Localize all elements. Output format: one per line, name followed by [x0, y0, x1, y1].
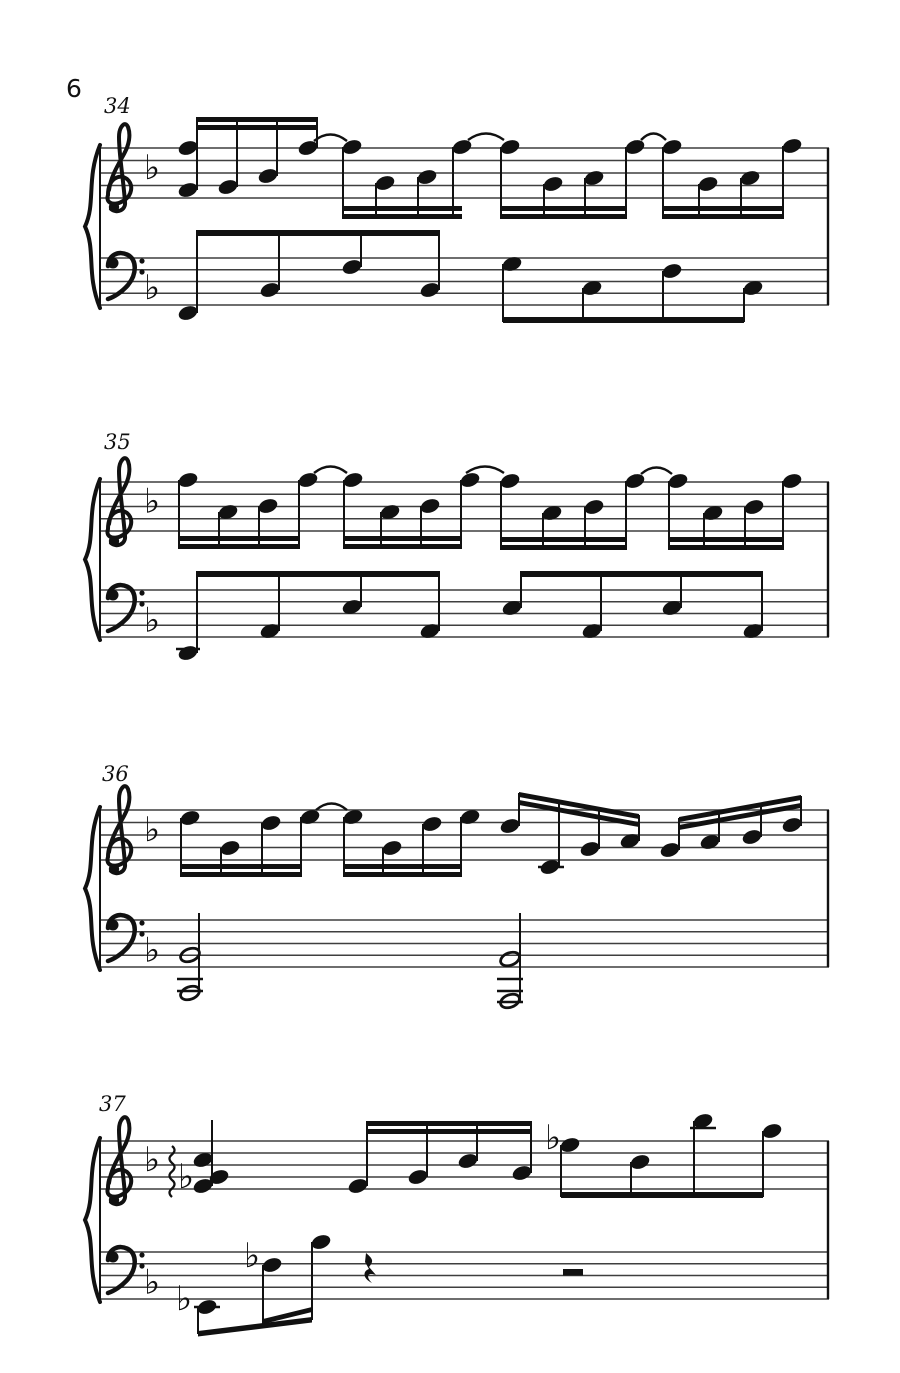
beam	[343, 214, 462, 219]
bass-clef-icon	[108, 1247, 145, 1293]
notehead	[459, 471, 482, 490]
notehead	[781, 816, 804, 835]
system-brace	[85, 807, 100, 970]
system-brace	[85, 1138, 100, 1302]
beam	[501, 537, 626, 542]
notehead	[381, 839, 404, 858]
beam	[503, 317, 744, 323]
beam	[367, 1121, 531, 1126]
quarter-rest	[364, 1253, 376, 1283]
key-signature-flat: ♭	[143, 481, 161, 522]
system-brace	[85, 145, 100, 308]
beam	[344, 872, 461, 877]
notehead	[624, 138, 647, 157]
treble-clef-icon	[107, 458, 131, 546]
notehead	[697, 175, 720, 194]
notehead	[583, 169, 606, 188]
notehead	[310, 1233, 333, 1252]
beam	[198, 1317, 312, 1337]
bass-clef-icon	[108, 253, 145, 299]
notehead	[347, 1177, 370, 1196]
notehead	[407, 1168, 430, 1187]
notehead	[743, 498, 766, 517]
notehead	[667, 472, 690, 491]
beam	[663, 214, 783, 219]
beam	[501, 214, 626, 219]
beam	[197, 571, 439, 577]
notehead	[177, 304, 200, 323]
notehead	[451, 138, 474, 157]
accidental-flat: ♭	[544, 1118, 562, 1158]
beam	[501, 206, 626, 211]
key-signature-flat: ♭	[143, 930, 161, 971]
notehead	[196, 1298, 219, 1317]
notehead	[416, 168, 439, 187]
measure-number: 34	[104, 94, 131, 118]
beam	[179, 536, 299, 541]
beam	[181, 872, 301, 877]
treble-clef-icon	[107, 1117, 131, 1205]
notehead	[661, 138, 684, 157]
beam	[197, 117, 318, 122]
notehead	[583, 498, 606, 517]
notehead	[781, 472, 804, 491]
key-signature-flat: ♭	[143, 600, 161, 641]
measure-number: 37	[99, 1092, 126, 1116]
notehead	[177, 139, 200, 158]
key-signature-flat: ♭	[143, 810, 161, 850]
notehead	[341, 258, 364, 277]
beam	[344, 544, 461, 549]
accidental-flat: ♭	[175, 1279, 193, 1319]
accidental-flat: ♭	[177, 1157, 195, 1197]
beam	[669, 537, 783, 542]
notehead	[342, 471, 365, 490]
notehead	[261, 1256, 284, 1275]
notehead	[219, 839, 242, 858]
measure-number: 36	[102, 762, 129, 786]
notehead	[761, 1122, 784, 1141]
notehead	[457, 1152, 480, 1171]
notehead	[257, 167, 280, 186]
beam	[344, 864, 461, 869]
notehead	[559, 1136, 582, 1155]
notehead	[421, 815, 444, 834]
notehead	[661, 262, 684, 281]
notehead	[179, 809, 202, 828]
key-signature-flat: ♭	[143, 148, 161, 188]
notehead	[419, 497, 442, 516]
notehead	[217, 178, 240, 197]
bass-clef-icon	[108, 585, 145, 631]
notehead	[781, 137, 804, 156]
treble-clef-icon	[107, 124, 131, 212]
tie	[468, 134, 504, 141]
notehead	[579, 840, 602, 859]
accidental-flat: ♭	[243, 1236, 261, 1276]
tie	[316, 804, 347, 811]
treble-clef-icon	[107, 786, 131, 874]
page-number: 6	[66, 74, 82, 103]
notehead	[741, 828, 764, 847]
notehead	[177, 644, 200, 663]
beam	[501, 545, 626, 550]
notehead	[260, 814, 283, 833]
tie	[466, 467, 504, 474]
measure-number: 35	[104, 430, 131, 454]
notehead	[499, 817, 522, 836]
notehead	[739, 169, 762, 188]
beam	[197, 125, 318, 130]
notehead	[297, 139, 320, 158]
notehead	[177, 471, 200, 490]
notehead	[177, 181, 200, 200]
notehead	[629, 1153, 652, 1172]
beam	[344, 536, 461, 541]
tie	[314, 135, 347, 142]
tie	[641, 468, 672, 475]
key-signature-flat: ♭	[143, 1140, 161, 1180]
notehead	[499, 950, 522, 969]
notehead	[419, 281, 442, 300]
beam	[367, 1129, 531, 1134]
bass-clef-icon	[108, 915, 145, 961]
key-signature-flat: ♭	[143, 268, 161, 308]
beam	[179, 544, 299, 549]
beam	[561, 1192, 763, 1198]
notehead	[624, 472, 647, 491]
notehead	[179, 984, 202, 1003]
notehead	[341, 138, 364, 157]
system-measure-34	[85, 94, 829, 323]
beam	[669, 545, 783, 550]
system-brace	[85, 479, 100, 640]
beam	[197, 230, 439, 236]
notehead	[499, 138, 522, 157]
notehead	[257, 497, 280, 516]
system-measure-36	[85, 762, 829, 1010]
notehead	[374, 174, 397, 193]
beam	[181, 864, 301, 869]
beam	[343, 206, 462, 211]
beam	[521, 571, 762, 577]
notehead	[542, 175, 565, 194]
notehead	[297, 471, 320, 490]
half-rest	[563, 1269, 583, 1276]
notehead	[659, 841, 682, 860]
beam	[663, 206, 783, 211]
notehead	[499, 472, 522, 491]
notehead	[259, 281, 282, 300]
notehead	[511, 1164, 534, 1183]
system-measure-35	[85, 430, 829, 662]
key-signature-flat: ♭	[143, 1262, 161, 1303]
tie	[641, 134, 666, 141]
tie	[314, 467, 347, 474]
system-measure-37	[85, 1092, 829, 1337]
